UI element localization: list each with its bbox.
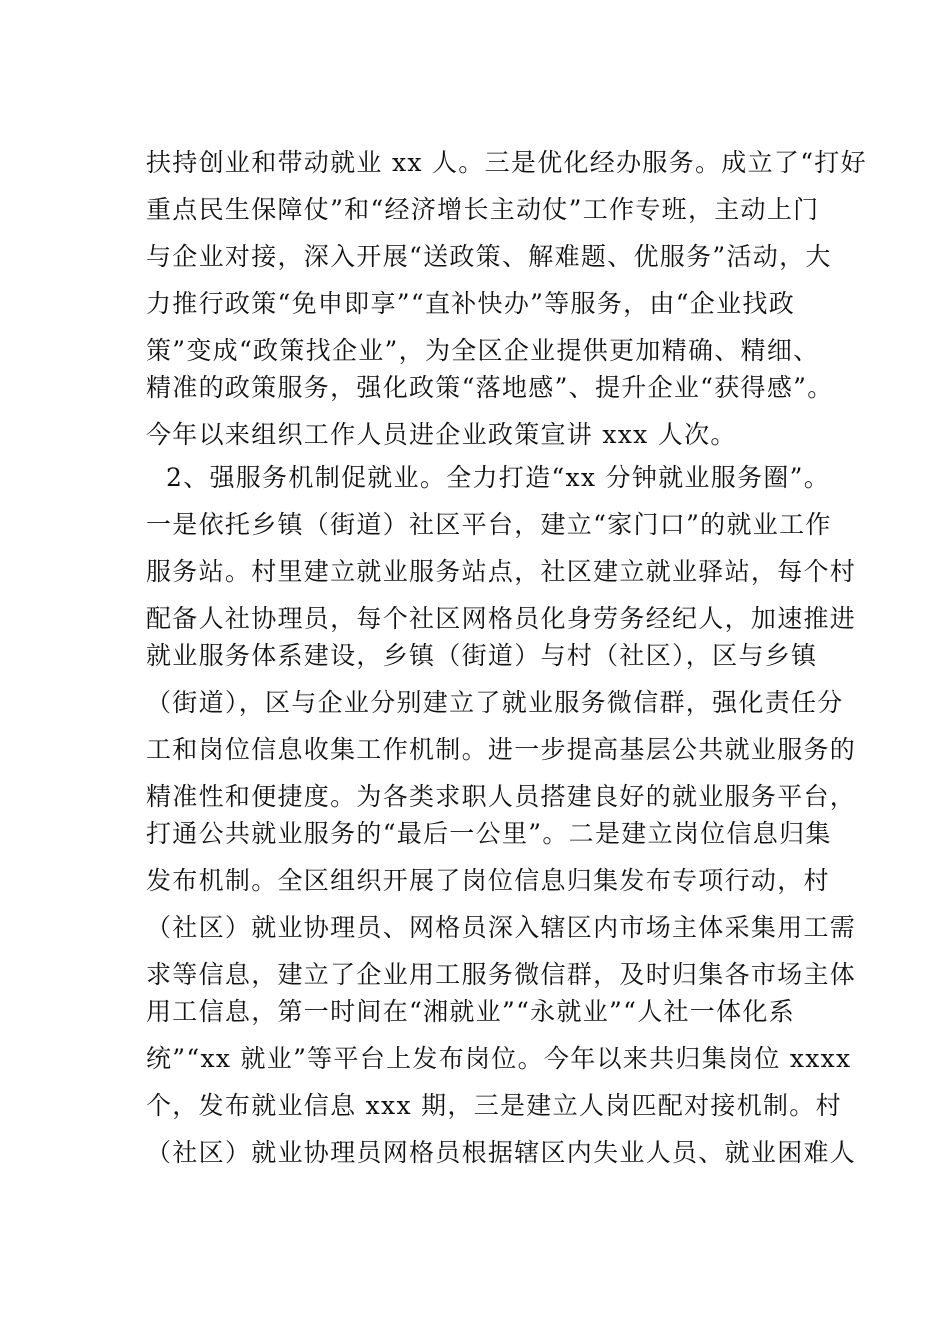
text-line: 工和岗位信息收集工作机制。进一步提高基层公共就业服务的 [146,735,857,764]
text-line: 用工信息，第一时间在“湘就业”“永就业”“人社一体化系 [146,997,796,1026]
text-line: 扶持创业和带动就业 xx 人。三是优化经办服务。成立了“打好 [146,148,867,177]
text-line: 配备人社协理员，每个社区网格员化身劳务经纪人，加速推进 [146,604,857,633]
text-line: 一是依托乡镇（街道）社区平台，建立“家门口”的就业工作 [146,510,832,539]
text-line: 今年以来组织工作人员进企业政策宣讲 xxx 人次。 [146,420,737,449]
text-line: 精准性和便捷度。为各类求职人员搭建良好的就业服务平台， [146,782,857,811]
text-line: 重点民生保障仗”和“经济增长主动仗”工作专班，主动上门 [146,195,820,224]
text-line: 求等信息，建立了企业用工服务微信群，及时归集各市场主体 [146,960,857,989]
text-line: 个，发布就业信息 xxx 期，三是建立人岗匹配对接机制。村 [146,1091,842,1120]
paragraph-heading: 2、强服务机制促就业。全力打造“xx 分钟就业服务圈”。 [166,463,831,492]
text-line: （社区）就业协理员、网格员深入辖区内市场主体采集用工需 [146,913,857,942]
text-line: 精准的政策服务，强化政策“落地感”、提升企业“获得感”。 [146,373,834,402]
text-line: 服务站。村里建立就业服务站点，社区建立就业驿站，每个村 [146,557,857,586]
text-line: 与企业对接，深入开展“送政策、解难题、优服务”活动，大 [146,242,832,271]
text-line: 统”“xx 就业”等平台上发布岗位。今年以来共归集岗位 xxxx [146,1044,852,1073]
text-line: 力推行政策“免申即享”“直补快办”等服务，由“企业找政 [146,289,796,318]
text-line: 发布机制。全区组织开展了岗位信息归集发布专项行动，村 [146,866,830,895]
text-line: 打通公共就业服务的“最后一公里”。二是建立岗位信息归集 [146,819,832,848]
text-line: 就业服务体系建设，乡镇（街道）与村（社区），区与乡镇 [146,641,818,670]
text-line: 策”变成“政策找企业”，为全区企业提供更加精确、精细、 [146,336,820,365]
text-line: （社区）就业协理员网格员根据辖区内失业人员、就业困难人 [146,1138,857,1167]
text-line: （街道），区与企业分别建立了就业服务微信群，强化责任分 [146,688,844,717]
